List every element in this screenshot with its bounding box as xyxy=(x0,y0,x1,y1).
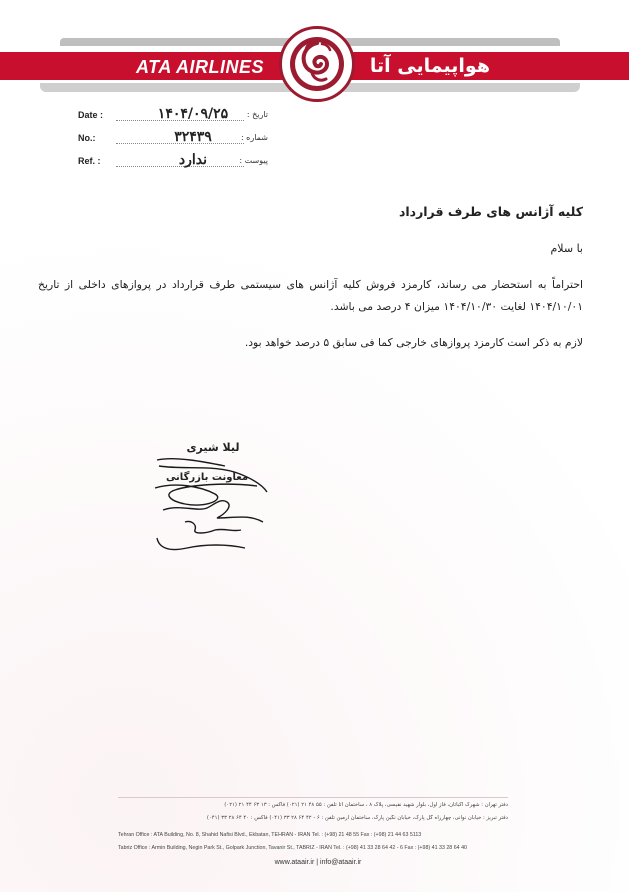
brand-name-persian: هواپیمایی آتا xyxy=(369,55,490,77)
date-label-fa: تاریخ : xyxy=(246,110,268,119)
footer-divider xyxy=(118,797,508,798)
footer-email-link[interactable]: info@ataair.ir xyxy=(320,859,362,866)
footer-tehran-address-fa: دفتر تهران : شهرک اکباتان، فاز اول، بلوار شهید نفیسی، پلاک ۸ ، ساختمان آتا تلفن : ۵۵ ۴۸ ۲۱ (۰۲۱) فاکس : ۱۳ ۶۳ ۴۴ ۲۱ (۰۲۱) xyxy=(224,802,508,808)
meta-date-row xyxy=(78,106,268,126)
number-value: ۳۲۴۳۹ xyxy=(174,129,212,145)
date-value: ۱۴۰۴/۰۹/۲۵ xyxy=(157,106,229,122)
footer-tabriz-address-en: Tabriz Office : Armin Building, Negin Park St., Golpark Junction, Tavanir St., TABRIZ - IRAN Tel. : (+98) 41 33 28 64 42 - 6 Fax : (+98) 41 33 28 64 40 xyxy=(118,845,467,851)
letter-paragraph-2: لازم به ذکر است کارمزد پروازهای خارجی کما فی سابق ۵ درصد خواهد بود. xyxy=(244,336,583,349)
footer-tabriz-address-fa: دفتر تبریز : خیابان نوانی، چهارراه گل پارک، خیابان نگین پارک، ساختمان آرمین تلفن : ۶ - ۴۲ ۶۴ ۲۸ ۳۳ (۰۴۱) فاکس : ۴۰ ۶۴ ۲۸ ۳۳ (۰۴۱) xyxy=(206,815,508,821)
footer-contact xyxy=(258,859,378,866)
footer-tehran-address-en: Tehran Office : ATA Building, No. 8, Shahid Nafisi Blvd., Ekbatan, TEHRAN - IRAN Tel. : (+98) 21 48 55 Fax : (+98) 21 44 63 5113 xyxy=(118,832,422,838)
letter-greeting: با سلام xyxy=(550,242,583,255)
number-label-fa: شماره : xyxy=(240,133,268,142)
ref-label-en: Ref. : xyxy=(78,156,101,166)
meta-number-row xyxy=(78,129,268,149)
footer-website-link[interactable]: www.ataair.ir xyxy=(274,859,315,866)
date-label-en: Date : xyxy=(78,110,104,120)
letter-recipient-title: کلیه آژانس های طرف قرارداد xyxy=(398,204,583,219)
signatory-role: معاونت بازرگانی xyxy=(165,472,249,483)
ata-bird-logo-icon xyxy=(279,26,355,102)
meta-ref-row xyxy=(78,152,268,172)
handwritten-signature xyxy=(145,452,275,562)
footer-separator: | xyxy=(316,859,321,866)
ref-label-fa: پیوست : xyxy=(239,156,268,165)
letter-paragraph-1: احتراماً به استحضار می رساند، کارمزد فروش کلیه آژانس های سیستمی طرف قرارداد در پروازهای داخلی از تاریخ ۱۴۰۴/۱۰/۰۱ لغایت ۱۴۰۴/۱۰/۳۰ میزان ۴ درصد می باشد. xyxy=(38,278,583,313)
signatory-name: لیلا شیری xyxy=(186,441,240,454)
number-label-en: No.: xyxy=(78,133,96,143)
brand-name-english: ATA AIRLINES xyxy=(136,57,264,77)
ref-value: ندارد xyxy=(178,152,208,168)
